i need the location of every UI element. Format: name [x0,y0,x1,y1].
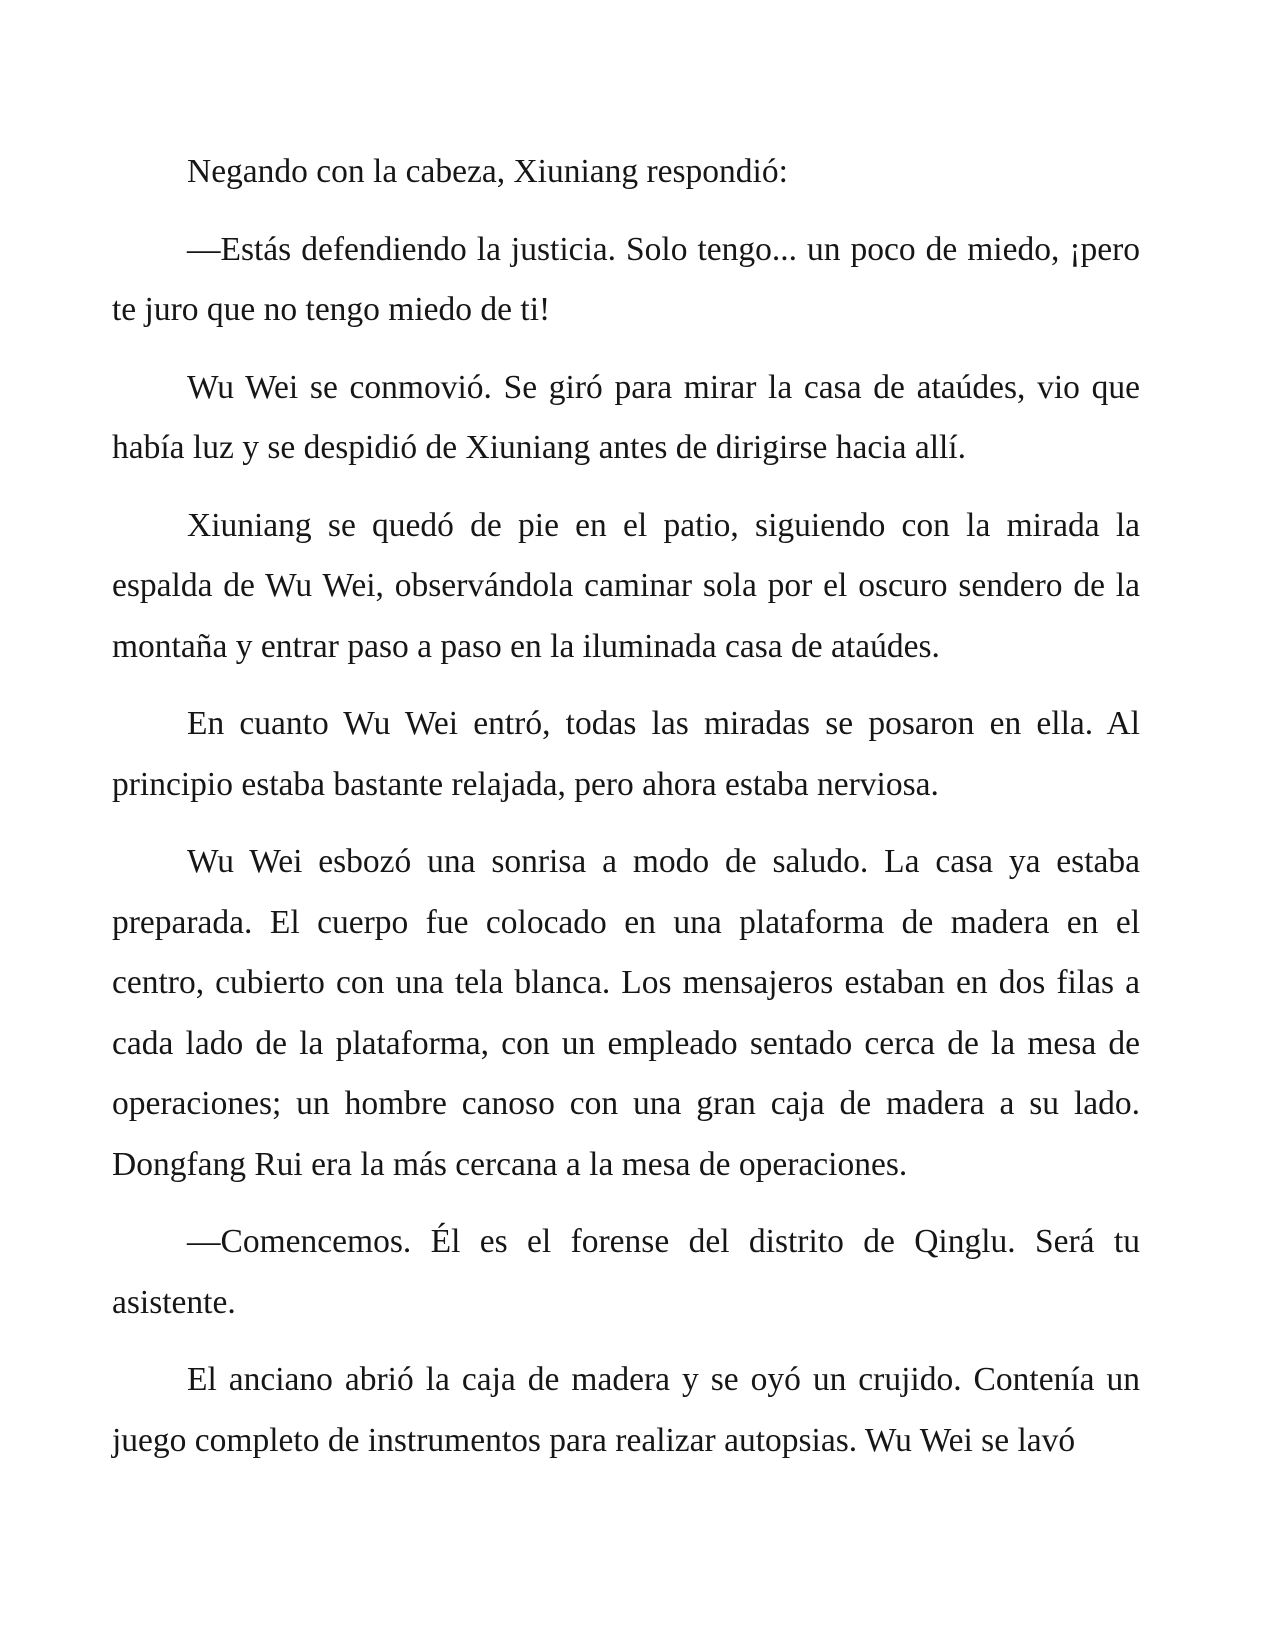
paragraph-3: Wu Wei se conmovió. Se giró para mirar la casa de ataúdes, vio que había luz y se despidió de Xiuniang antes de dirigirse hacia allí. [112,368,1140,466]
paragraph-1: Negando con la cabeza, Xiuniang respondió: [187,153,788,190]
paragraph-8: El anciano abrió la caja de madera y se oyó un crujido. Contenía un juego completo de instrumentos para realizar autopsias. Wu Wei se lavó [112,1361,1140,1459]
paragraph-6: Wu Wei esbozó una sonrisa a modo de saludo. La casa ya estaba preparada. El cuerpo fue colocado en una plataforma de madera en el centro, cubierto con una tela blanca. Los mensajeros estaban en dos filas a cada lado de la plataforma, con un empleado sentado cerca de la mesa de operaciones; un hombre canoso con una gran caja de madera a su lado. Dongfang Rui era la más cercana a la mesa de operaciones. [112,843,1140,1183]
paragraph-2: —Estás defendiendo la justicia. Solo tengo... un poco de miedo, ¡pero te juro que no tengo miedo de ti! [112,230,1140,328]
paragraph-5: En cuanto Wu Wei entró, todas las miradas se posaron en ella. Al principio estaba bastante relajada, pero ahora estaba nerviosa. [112,705,1140,803]
paragraph-4: Xiuniang se quedó de pie en el patio, siguiendo con la mirada la espalda de Wu Wei, observándola caminar sola por el oscuro sendero de la montaña y entrar paso a paso en la iluminada casa de ataúdes. [112,506,1140,665]
document-body [112,142,1140,1488]
paragraph-7: —Comencemos. Él es el forense del distrito de Qinglu. Será tu asistente. [112,1223,1140,1321]
